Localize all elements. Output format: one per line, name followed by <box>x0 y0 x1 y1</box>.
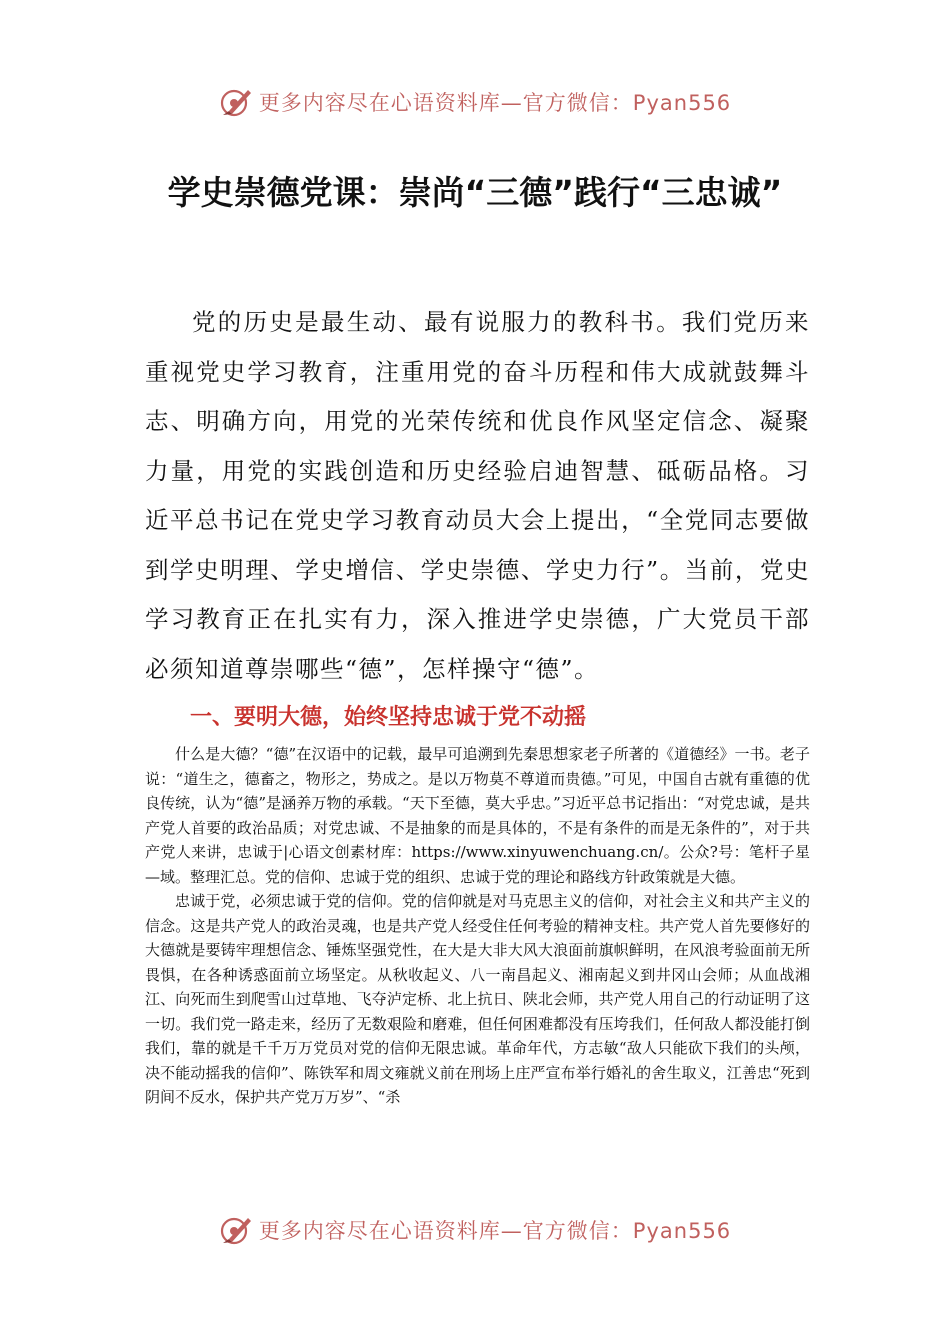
section-body <box>145 742 810 1110</box>
section-heading: 一、要明大德，始终坚持忠诚于党不动摇 <box>190 705 587 730</box>
lead-paragraph: 党的历史是最生动、最有说服力的教科书。我们党历来重视党史学习教育，注重用党的奋斗历程和伟大成就鼓舞斗志、明确方向，用党的光荣传统和优良作风坚定信念、凝聚力量，用党的实践创造和历史经验启迪智慧、砥砺品格。习近平总书记在党史学习教育动员大会上提出，“全党同志要做到学史明理、学史增信、学史崇德、学史力行”。当前，党史学习教育正在扎实有力，深入推进学史崇德，广大党员干部必须知道尊崇哪些“德”，怎样操守“德”。 <box>145 308 810 683</box>
pen-logo-icon <box>219 1213 253 1247</box>
body-paragraph: 什么是大德？“德”在汉语中的记载，最早可追溯到先秦思想家老子所著的《道德经》一书。老子说：“道生之，德畜之，物形之，势成之。是以万物莫不尊道而贵德。”可见，中国自古就有重德的优良传统，认为“德”是涵养万物的承载。“天下至德，莫大乎忠。”习近平总书记指出：“对党忠诚，是共产党人首要的政治品质；对党忠诚、不是抽象的而是具体的，不是有条件的而是无条件的”，对于共产党人来讲，忠诚于|心语文创素材库：https://www.xinyuwenchuang.cn/。公众?号：笔杆子星—域。整理汇总。党的信仰、忠诚于党的组织、忠诚于党的理论和路线方针政策就是大德。 <box>145 745 810 886</box>
footer-banner <box>0 1210 950 1250</box>
page-title: 学史崇德党课：崇尚“三德”践行“三忠诚” <box>167 173 783 212</box>
banner-text: 更多内容尽在心语资料库—官方微信：Pyan556 <box>258 91 732 115</box>
banner-text: 更多内容尽在心语资料库—官方微信：Pyan556 <box>258 1219 732 1243</box>
body-paragraph: 忠诚于党，必须忠诚于党的信仰。党的信仰就是对马克思主义的信仰，对社会主义和共产主义的信念。这是共产党人的政治灵魂，也是共产党人经受住任何考验的精神支柱。共产党人首先要修好的大德就是要铸牢理想信念、锤炼坚强党性，在大是大非大风大浪面前旗帜鲜明，在风浪考验面前无所畏惧，在各种诱惑面前立场坚定。从秋收起义、八一南昌起义、湘南起义到井冈山会师；从血战湘江、向死而生到爬雪山过草地、飞夺泸定桥、北上抗日、陕北会师，共产党人用自己的行动证明了这一切。我们党一路走来，经历了无数艰险和磨难，但任何困难都没有压垮我们，任何敌人都没能打倒我们，靠的就是千千万万党员对党的信仰无限忠诚。革命年代，方志敏“敌人只能砍下我们的头颅，决不能动摇我的信仰”、陈铁军和周文雍就义前在刑场上庄严宣布举行婚礼的舍生取义，江善忠“死到阴间不反水，保护共产党万万岁”、“杀 <box>145 892 810 1106</box>
header-banner <box>0 82 950 122</box>
pen-logo-icon <box>219 85 253 119</box>
